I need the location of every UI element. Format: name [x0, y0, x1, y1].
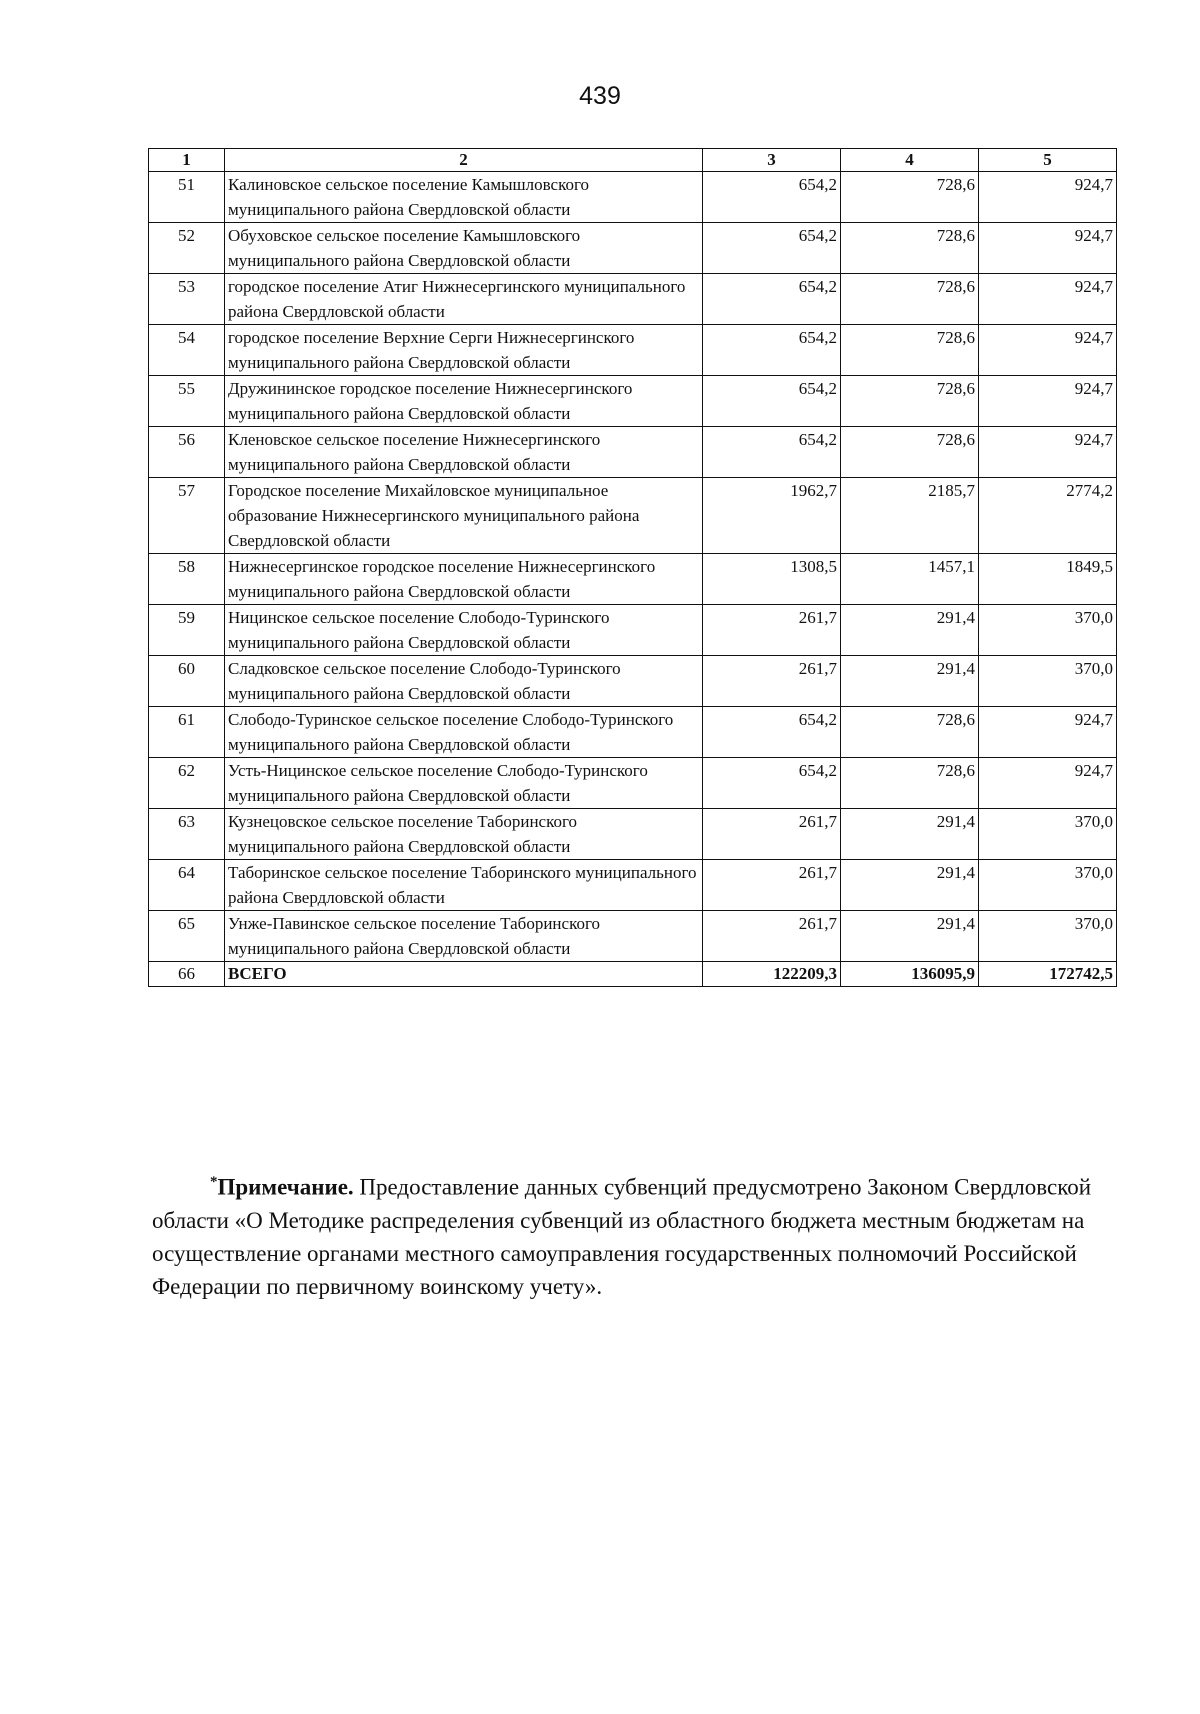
col-header-value-5: 5: [979, 149, 1117, 172]
settlement-name: Усть-Ницинское сельское поселение Слободо-Туринского муниципального района Свердловской области: [225, 758, 703, 809]
value-col-3: 261,7: [703, 911, 841, 962]
settlement-name: Таборинское сельское поселение Таборинского муниципального района Свердловской области: [225, 860, 703, 911]
value-col-3: 654,2: [703, 172, 841, 223]
footnote-marker: *: [210, 1174, 218, 1190]
row-number: 52: [149, 223, 225, 274]
row-number: 64: [149, 860, 225, 911]
total-row-number: 66: [149, 962, 225, 987]
settlement-name: Кузнецовское сельское поселение Таборинского муниципального района Свердловской области: [225, 809, 703, 860]
col-header-number: 1: [149, 149, 225, 172]
row-number: 56: [149, 427, 225, 478]
settlement-name: Городское поселение Михайловское муниципальное образование Нижнесергинского муниципального района Свердловской области: [225, 478, 703, 554]
col-header-name: 2: [225, 149, 703, 172]
table-row: [149, 605, 1117, 656]
value-col-4: 728,6: [841, 274, 979, 325]
row-number: 57: [149, 478, 225, 554]
total-value-col-5: 172742,5: [979, 962, 1117, 987]
total-label: ВСЕГО: [225, 962, 703, 987]
value-col-4: 728,6: [841, 172, 979, 223]
settlement-name: Кленовское сельское поселение Нижнесергинского муниципального района Свердловской области: [225, 427, 703, 478]
table-row: [149, 707, 1117, 758]
value-col-3: 654,2: [703, 427, 841, 478]
value-col-4: 291,4: [841, 911, 979, 962]
value-col-5: 1849,5: [979, 554, 1117, 605]
value-col-4: 728,6: [841, 427, 979, 478]
table-body: [149, 172, 1117, 987]
value-col-5: 924,7: [979, 376, 1117, 427]
settlement-name: Унже-Павинское сельское поселение Таборинского муниципального района Свердловской области: [225, 911, 703, 962]
value-col-5: 370,0: [979, 809, 1117, 860]
settlement-name: городское поселение Атиг Нижнесергинского муниципального района Свердловской области: [225, 274, 703, 325]
settlement-name: Обуховское сельское поселение Камышловского муниципального района Свердловской области: [225, 223, 703, 274]
value-col-4: 291,4: [841, 860, 979, 911]
value-col-4: 728,6: [841, 758, 979, 809]
table-row: [149, 427, 1117, 478]
value-col-4: 728,6: [841, 223, 979, 274]
row-number: 58: [149, 554, 225, 605]
value-col-3: 654,2: [703, 223, 841, 274]
footnote: [152, 1166, 1112, 1303]
footnote-text: Предоставление данных субвенций предусмотрено Законом Свердловской области «О Методике распределения субвенций из областного бюджета местным бюджетам на осуществление органами местного самоуправления государственных полномочий Российской Федерации по первичному воинскому учету».: [152, 1174, 1092, 1299]
footnote-label: Примечание.: [217, 1174, 354, 1200]
table-row: [149, 758, 1117, 809]
value-col-5: 370,0: [979, 860, 1117, 911]
value-col-4: 2185,7: [841, 478, 979, 554]
row-number: 51: [149, 172, 225, 223]
table-row: [149, 172, 1117, 223]
value-col-4: 728,6: [841, 325, 979, 376]
row-number: 63: [149, 809, 225, 860]
row-number: 54: [149, 325, 225, 376]
value-col-3: 654,2: [703, 707, 841, 758]
subvention-table: [148, 148, 1117, 987]
table-row: [149, 860, 1117, 911]
value-col-3: 261,7: [703, 605, 841, 656]
row-number: 62: [149, 758, 225, 809]
table-row: [149, 554, 1117, 605]
settlement-name: Дружининское городское поселение Нижнесергинского муниципального района Свердловской области: [225, 376, 703, 427]
value-col-5: 370,0: [979, 656, 1117, 707]
table-row: [149, 325, 1117, 376]
table-row: [149, 656, 1117, 707]
value-col-5: 924,7: [979, 274, 1117, 325]
value-col-3: 654,2: [703, 758, 841, 809]
value-col-5: 924,7: [979, 758, 1117, 809]
table-row: [149, 911, 1117, 962]
value-col-4: 291,4: [841, 809, 979, 860]
value-col-5: 370,0: [979, 605, 1117, 656]
table-row: [149, 274, 1117, 325]
header-row: [149, 149, 1117, 172]
value-col-3: 261,7: [703, 809, 841, 860]
table-row: [149, 478, 1117, 554]
value-col-3: 654,2: [703, 376, 841, 427]
value-col-5: 924,7: [979, 325, 1117, 376]
settlement-name: городское поселение Верхние Серги Нижнесергинского муниципального района Свердловской области: [225, 325, 703, 376]
settlement-name: Сладковское сельское поселение Слободо-Туринского муниципального района Свердловской области: [225, 656, 703, 707]
value-col-5: 924,7: [979, 223, 1117, 274]
row-number: 53: [149, 274, 225, 325]
col-header-value-4: 4: [841, 149, 979, 172]
value-col-3: 1308,5: [703, 554, 841, 605]
total-value-col-4: 136095,9: [841, 962, 979, 987]
total-row: [149, 962, 1117, 987]
row-number: 65: [149, 911, 225, 962]
value-col-3: 261,7: [703, 656, 841, 707]
value-col-3: 654,2: [703, 325, 841, 376]
value-col-5: 2774,2: [979, 478, 1117, 554]
table-row: [149, 376, 1117, 427]
settlement-name: Калиновское сельское поселение Камышловского муниципального района Свердловской области: [225, 172, 703, 223]
row-number: 55: [149, 376, 225, 427]
value-col-4: 1457,1: [841, 554, 979, 605]
value-col-5: 370,0: [979, 911, 1117, 962]
value-col-4: 728,6: [841, 707, 979, 758]
table-row: [149, 809, 1117, 860]
page-number: 439: [579, 82, 621, 110]
value-col-4: 291,4: [841, 605, 979, 656]
total-value-col-3: 122209,3: [703, 962, 841, 987]
row-number: 61: [149, 707, 225, 758]
col-header-value-3: 3: [703, 149, 841, 172]
value-col-3: 261,7: [703, 860, 841, 911]
value-col-5: 924,7: [979, 172, 1117, 223]
value-col-5: 924,7: [979, 707, 1117, 758]
settlement-name: Нижнесергинское городское поселение Нижнесергинского муниципального района Свердловской области: [225, 554, 703, 605]
value-col-4: 291,4: [841, 656, 979, 707]
settlement-name: Ницинское сельское поселение Слободо-Туринского муниципального района Свердловской области: [225, 605, 703, 656]
settlement-name: Слободо-Туринское сельское поселение Слободо-Туринского муниципального района Свердловской области: [225, 707, 703, 758]
value-col-3: 654,2: [703, 274, 841, 325]
value-col-5: 924,7: [979, 427, 1117, 478]
row-number: 60: [149, 656, 225, 707]
table-row: [149, 223, 1117, 274]
value-col-3: 1962,7: [703, 478, 841, 554]
value-col-4: 728,6: [841, 376, 979, 427]
row-number: 59: [149, 605, 225, 656]
